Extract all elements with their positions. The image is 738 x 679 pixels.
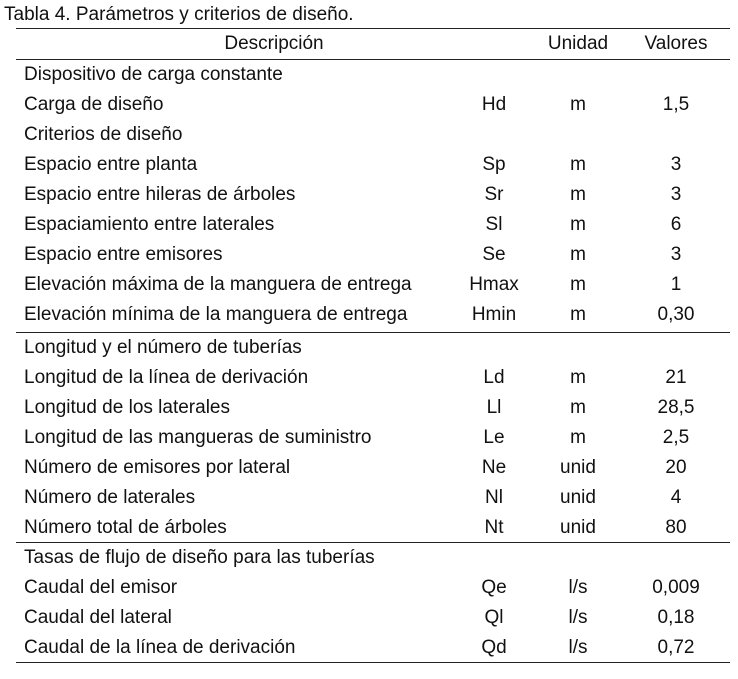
- row-unit: m: [570, 244, 586, 265]
- row-symbol: Ne: [481, 457, 507, 478]
- row-symbol: [455, 60, 533, 90]
- row-unit: l/s: [568, 607, 588, 628]
- row-description: Caudal del lateral: [24, 607, 172, 628]
- row-symbol: Nt: [484, 517, 504, 538]
- table-row: [0, 240, 738, 270]
- table-row: [0, 60, 738, 90]
- row-symbol: [455, 333, 533, 363]
- table-row: [0, 210, 738, 240]
- row-description: Longitud de las mangueras de suministro: [24, 427, 372, 448]
- header-values: Valores: [644, 33, 708, 54]
- row-value: 4: [670, 487, 682, 508]
- row-description: Espaciamiento entre laterales: [24, 214, 275, 235]
- row-unit: m: [570, 184, 586, 205]
- row-unit: m: [570, 304, 586, 325]
- row-description: Dispositivo de carga constante: [24, 64, 283, 85]
- row-symbol: Ll: [486, 397, 502, 418]
- row-description: Longitud de los laterales: [24, 397, 230, 418]
- row-description: Elevación máxima de la manguera de entrega: [24, 274, 412, 295]
- table-row: [0, 90, 738, 120]
- row-value: 0,009: [652, 577, 700, 598]
- row-description: Carga de diseño: [24, 94, 164, 115]
- header-unit: Unidad: [547, 33, 609, 54]
- row-symbol: Sr: [484, 184, 504, 205]
- table-header: [0, 29, 738, 59]
- row-value: 3: [670, 184, 682, 205]
- row-value: 0,18: [657, 607, 695, 628]
- row-description: Espacio entre planta: [24, 154, 198, 175]
- row-symbol: Se: [482, 244, 506, 265]
- row-description: Tasas de flujo de diseño para las tuberías: [24, 547, 375, 568]
- row-description: Caudal del emisor: [24, 577, 178, 598]
- row-unit: m: [570, 154, 586, 175]
- row-unit: m: [570, 397, 586, 418]
- row-symbol: Nl: [485, 487, 503, 508]
- row-value: 1,5: [662, 94, 690, 115]
- row-description: Número total de árboles: [24, 517, 227, 538]
- row-unit: unid: [560, 457, 596, 478]
- row-value: 20: [665, 457, 687, 478]
- row-symbol: [455, 120, 533, 150]
- row-symbol: Hd: [481, 94, 507, 115]
- table-row: [0, 393, 738, 423]
- row-value: [625, 333, 727, 363]
- table-caption: Tabla 4. Parámetros y criterios de diseño.: [4, 4, 354, 25]
- table-row: [0, 513, 738, 543]
- row-unit: l/s: [568, 577, 588, 598]
- row-description: Espacio entre hileras de árboles: [24, 184, 296, 205]
- row-value: [625, 60, 727, 90]
- row-symbol: Sp: [482, 154, 506, 175]
- row-value: 21: [665, 367, 687, 388]
- table-row: [0, 483, 738, 513]
- table-row: [0, 603, 738, 633]
- row-unit: [537, 543, 619, 573]
- table-row: [0, 363, 738, 393]
- row-symbol: Qe: [481, 577, 507, 598]
- row-unit: l/s: [568, 637, 588, 658]
- row-value: 0,30: [657, 304, 695, 325]
- row-description: Espacio entre emisores: [24, 244, 223, 265]
- table-row: [0, 453, 738, 483]
- row-value: 28,5: [657, 397, 695, 418]
- row-symbol: Hmax: [469, 274, 519, 295]
- row-description: Número de laterales: [24, 487, 196, 508]
- row-value: 3: [670, 244, 682, 265]
- row-value: 1: [670, 274, 682, 295]
- table-row: [0, 300, 738, 330]
- row-symbol: Hmin: [471, 304, 517, 325]
- row-description: Longitud de la línea de derivación: [24, 367, 309, 388]
- row-symbol: Ld: [483, 367, 505, 388]
- row-value: 6: [670, 214, 682, 235]
- row-unit: m: [570, 427, 586, 448]
- row-unit: [537, 333, 619, 363]
- row-symbol: Qd: [481, 637, 507, 658]
- row-unit: [537, 60, 619, 90]
- table-row: [0, 180, 738, 210]
- row-unit: unid: [560, 517, 596, 538]
- table-row: [0, 423, 738, 453]
- row-unit: unid: [560, 487, 596, 508]
- header-description: Descripción: [224, 33, 324, 54]
- row-description: Longitud y el número de tuberías: [24, 337, 302, 358]
- table-row: [0, 543, 738, 573]
- row-description: Elevación mínima de la manguera de entrega: [24, 304, 408, 325]
- row-symbol: Sl: [485, 214, 503, 235]
- table-row: [0, 270, 738, 300]
- row-value: 3: [670, 154, 682, 175]
- table-row: [0, 150, 738, 180]
- row-description: Criterios de diseño: [24, 124, 183, 145]
- table-row: [0, 333, 738, 363]
- row-unit: m: [570, 274, 586, 295]
- row-value: 0,72: [657, 637, 695, 658]
- table-row: [0, 120, 738, 150]
- row-value: 2,5: [662, 427, 690, 448]
- table-row: [0, 633, 738, 663]
- row-value: [625, 543, 727, 573]
- table-row: [0, 573, 738, 603]
- row-unit: m: [570, 94, 586, 115]
- row-description: Número de emisores por lateral: [24, 457, 291, 478]
- row-value: [625, 120, 727, 150]
- row-unit: m: [570, 214, 586, 235]
- row-unit: m: [570, 367, 586, 388]
- row-symbol: [455, 543, 533, 573]
- row-value: 80: [665, 517, 687, 538]
- row-unit: [537, 120, 619, 150]
- row-symbol: Le: [483, 427, 505, 448]
- row-description: Caudal de la línea de derivación: [24, 637, 296, 658]
- row-symbol: Ql: [484, 607, 504, 628]
